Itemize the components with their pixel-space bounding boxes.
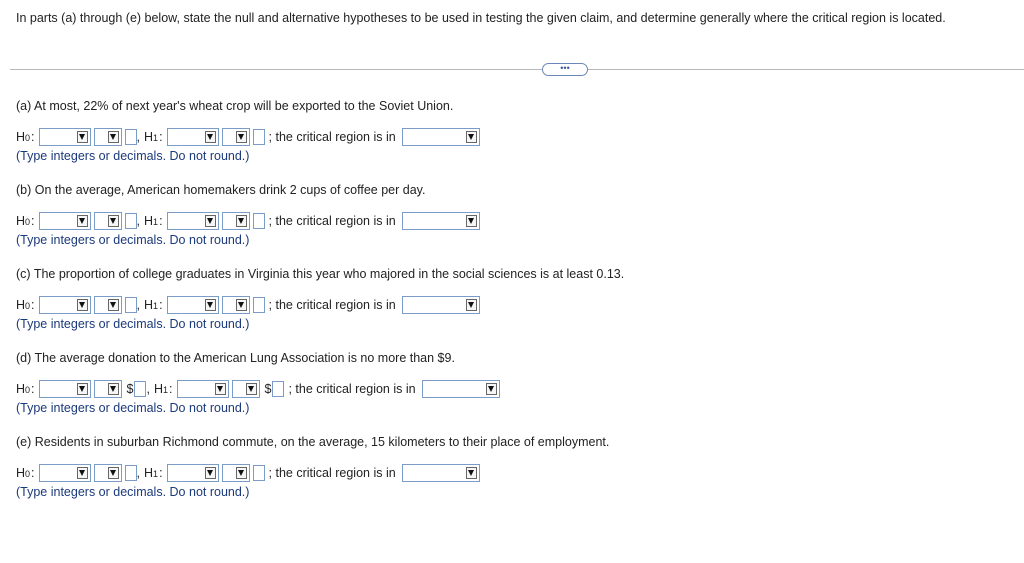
dropdown-arrow-icon <box>77 383 88 395</box>
h1-value-input[interactable] <box>272 381 284 397</box>
dropdown-arrow-icon <box>466 299 477 311</box>
h0-parameter-dropdown[interactable] <box>39 464 91 482</box>
h1-parameter-dropdown[interactable] <box>167 128 219 146</box>
h1-operator-dropdown[interactable] <box>222 296 250 314</box>
comma-separator: , <box>136 214 141 228</box>
input-note: (Type integers or decimals. Do not round.) <box>16 485 250 499</box>
h0-operator-dropdown[interactable] <box>94 380 122 398</box>
dropdown-arrow-icon <box>108 467 119 479</box>
h1-label: H 1 : <box>153 382 173 396</box>
h1-parameter-dropdown[interactable] <box>167 464 219 482</box>
h1-operator-dropdown[interactable] <box>222 212 250 230</box>
h1-parameter-dropdown[interactable] <box>167 296 219 314</box>
h1-label: H 1 : <box>144 298 163 312</box>
h0-operator-dropdown[interactable] <box>94 464 122 482</box>
h1-parameter-dropdown[interactable] <box>177 380 229 398</box>
dropdown-arrow-icon <box>108 299 119 311</box>
dropdown-arrow-icon <box>466 467 477 479</box>
dollar-sign: $ <box>264 382 272 396</box>
comma-separator: , <box>136 298 141 312</box>
comma-separator: , <box>136 466 141 480</box>
comma-separator: , <box>136 130 141 144</box>
dropdown-arrow-icon <box>205 215 216 227</box>
h0-label: H 0 : <box>16 214 35 228</box>
h1-value-input[interactable] <box>253 465 265 481</box>
h0-label: H 0 : <box>16 382 35 396</box>
dropdown-arrow-icon <box>466 131 477 143</box>
dropdown-arrow-icon <box>108 215 119 227</box>
answer-row <box>16 125 483 149</box>
dropdown-arrow-icon <box>236 215 247 227</box>
answer-row <box>16 461 483 485</box>
h1-parameter-dropdown[interactable] <box>167 212 219 230</box>
h0-value-input[interactable] <box>125 129 137 145</box>
section-divider <box>10 63 1024 77</box>
critical-region-label: ; the critical region is in <box>268 466 396 480</box>
dropdown-arrow-icon <box>77 467 88 479</box>
dropdown-arrow-icon <box>205 467 216 479</box>
h1-operator-dropdown[interactable] <box>222 464 250 482</box>
comma-separator: , <box>146 382 150 396</box>
h0-operator-dropdown[interactable] <box>94 128 122 146</box>
dropdown-arrow-icon <box>108 131 119 143</box>
critical-region-label: ; the critical region is in <box>268 298 396 312</box>
dropdown-arrow-icon <box>236 299 247 311</box>
h1-value-input[interactable] <box>253 129 265 145</box>
question-text: (d) The average donation to the American Lung Association is no more than $9. <box>16 351 455 365</box>
question-text: (a) At most, 22% of next year's wheat crop will be exported to the Soviet Union. <box>16 99 454 113</box>
h0-label: H 0 : <box>16 130 35 144</box>
critical-region-dropdown[interactable] <box>422 380 500 398</box>
h0-operator-dropdown[interactable] <box>94 212 122 230</box>
h0-value-input[interactable] <box>125 465 137 481</box>
dropdown-arrow-icon <box>246 383 257 395</box>
dropdown-arrow-icon <box>236 467 247 479</box>
h1-operator-dropdown[interactable] <box>222 128 250 146</box>
h1-value-input[interactable] <box>253 213 265 229</box>
critical-region-label: ; the critical region is in <box>268 214 396 228</box>
divider-line <box>10 69 1024 70</box>
dropdown-arrow-icon <box>108 383 119 395</box>
dollar-sign: $ <box>126 382 134 396</box>
critical-region-dropdown[interactable] <box>402 128 480 146</box>
critical-region-dropdown[interactable] <box>402 464 480 482</box>
critical-region-dropdown[interactable] <box>402 212 480 230</box>
critical-region-label: ; the critical region is in <box>288 382 416 396</box>
dropdown-arrow-icon <box>205 131 216 143</box>
dropdown-arrow-icon <box>77 215 88 227</box>
critical-region-label: ; the critical region is in <box>268 130 396 144</box>
dropdown-arrow-icon <box>77 131 88 143</box>
h0-parameter-dropdown[interactable] <box>39 128 91 146</box>
dropdown-arrow-icon <box>466 215 477 227</box>
dropdown-arrow-icon <box>205 299 216 311</box>
question-text: (e) Residents in suburban Richmond commute, on the average, 15 kilometers to their place of employment. <box>16 435 610 449</box>
dropdown-arrow-icon <box>486 383 497 395</box>
h1-label: H 1 : <box>144 214 163 228</box>
h1-value-input[interactable] <box>253 297 265 313</box>
input-note: (Type integers or decimals. Do not round.) <box>16 149 250 163</box>
dropdown-arrow-icon <box>215 383 226 395</box>
h0-value-input[interactable] <box>125 297 137 313</box>
h1-label: H 1 : <box>144 130 163 144</box>
dropdown-arrow-icon <box>77 299 88 311</box>
answer-row <box>16 209 483 233</box>
h0-value-input[interactable] <box>125 213 137 229</box>
answer-row <box>16 377 503 401</box>
input-note: (Type integers or decimals. Do not round.) <box>16 233 250 247</box>
question-text: (c) The proportion of college graduates in Virginia this year who majored in the social sciences is at least 0.13. <box>16 267 625 281</box>
h1-operator-dropdown[interactable] <box>232 380 260 398</box>
question-text: (b) On the average, American homemakers drink 2 cups of coffee per day. <box>16 183 426 197</box>
dropdown-arrow-icon <box>236 131 247 143</box>
h0-parameter-dropdown[interactable] <box>39 380 91 398</box>
instructions-text: In parts (a) through (e) below, state the null and alternative hypotheses to be used in testing the given claim, and determine generally where the critical region is located. <box>16 11 946 25</box>
h0-operator-dropdown[interactable] <box>94 296 122 314</box>
h0-value-input[interactable] <box>134 381 146 397</box>
critical-region-dropdown[interactable] <box>402 296 480 314</box>
input-note: (Type integers or decimals. Do not round.) <box>16 401 250 415</box>
answer-row <box>16 293 483 317</box>
h1-label: H 1 : <box>144 466 163 480</box>
h0-label: H 0 : <box>16 298 35 312</box>
more-options-button[interactable]: ••• <box>542 63 588 76</box>
h0-parameter-dropdown[interactable] <box>39 212 91 230</box>
h0-label: H 0 : <box>16 466 35 480</box>
h0-parameter-dropdown[interactable] <box>39 296 91 314</box>
input-note: (Type integers or decimals. Do not round.) <box>16 317 250 331</box>
